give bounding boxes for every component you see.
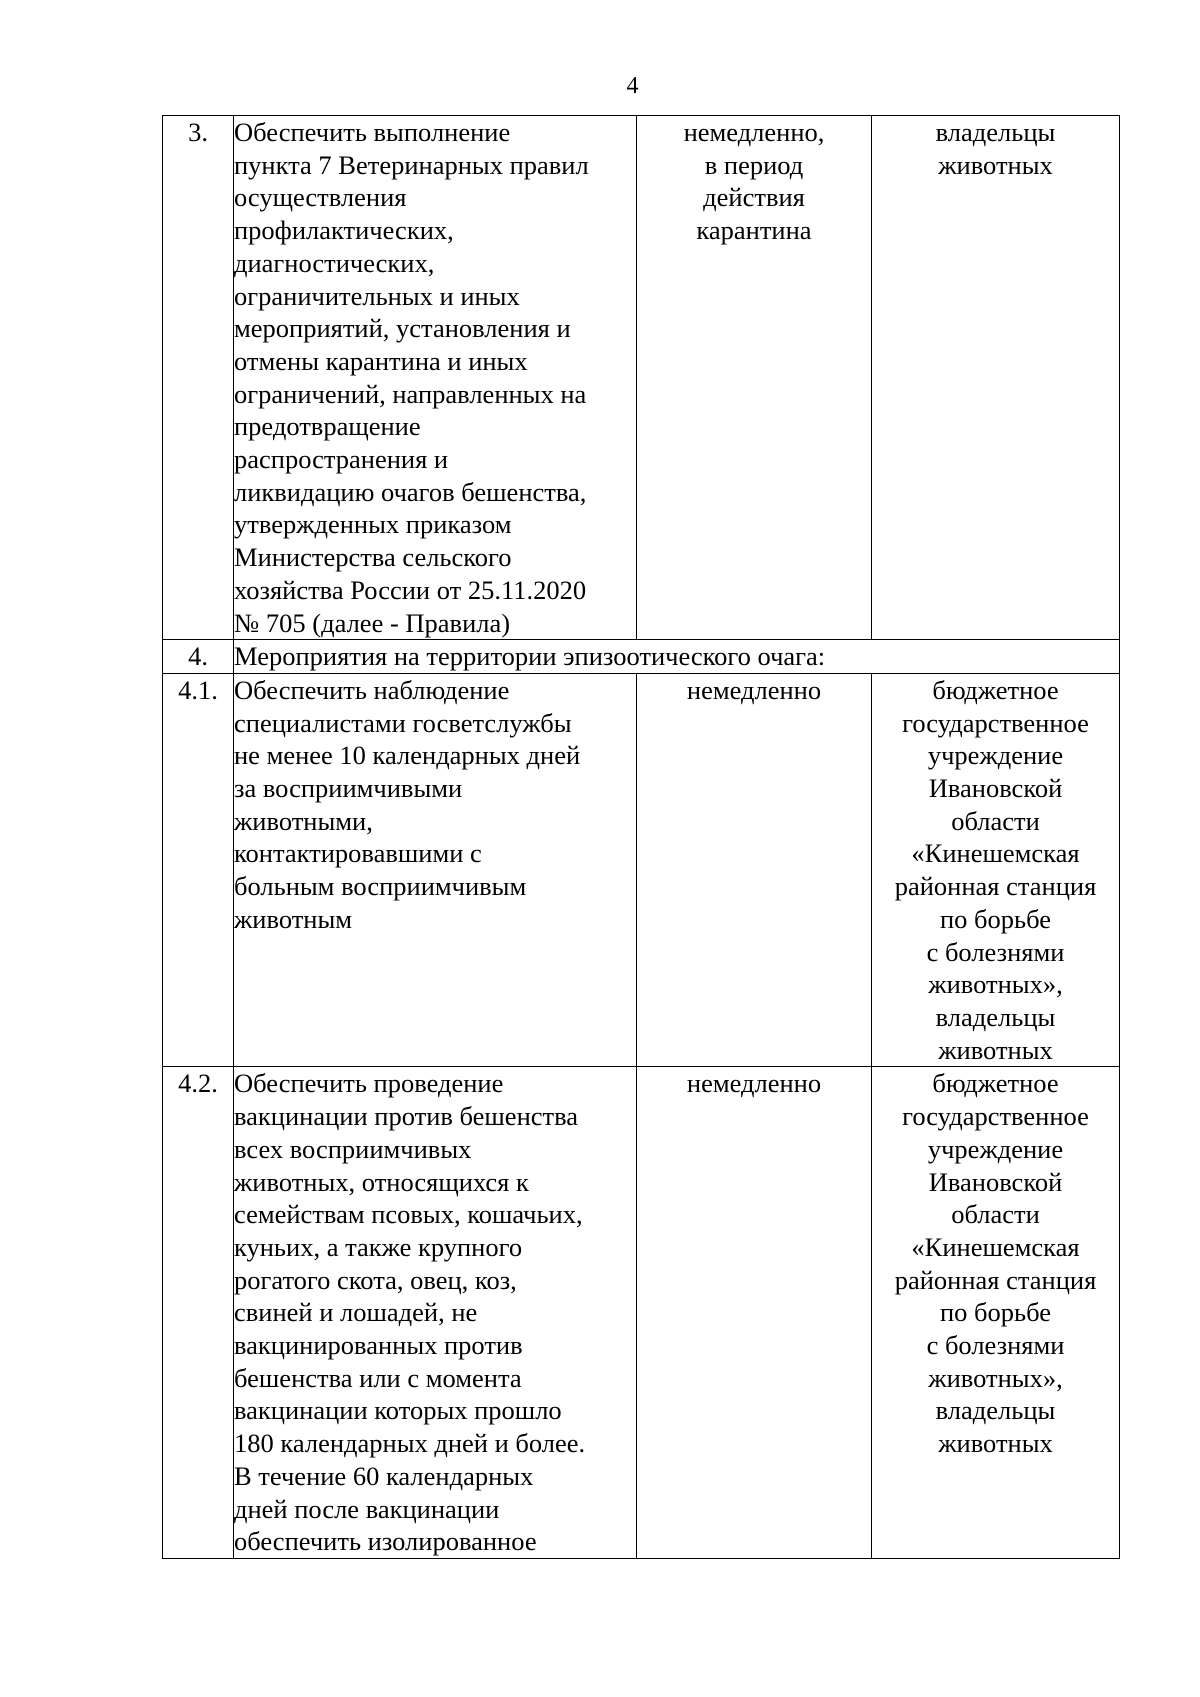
table-row xyxy=(163,116,1120,640)
responsible-cell: бюджетное государственное учреждение Ивановской области «Кинешемская районная станция по борьбе с болезнями животных», владельцы животных xyxy=(872,673,1120,1066)
table-row xyxy=(163,673,1120,1066)
responsible-cell: бюджетное государственное учреждение Ивановской области «Кинешемская районная станция по борьбе с болезнями животных», владельцы животных xyxy=(872,1067,1120,1559)
item-number: 3. xyxy=(163,116,234,640)
term-cell: немедленно xyxy=(637,1067,872,1559)
responsible-cell: владельцы животных xyxy=(872,116,1120,640)
action-cell: Обеспечить выполнение пункта 7 Ветеринарных правил осуществления профилактических, диагностических, ограничительных и иных мероприятий, установления и отмены карантина и иных ограничений, направленных на предотвращение распространения и ликвидацию очагов бешенства, утвержденных приказом Министерства сельского хозяйства России от 25.11.2020 № 705 (далее - Правила) xyxy=(234,116,637,640)
action-cell: Обеспечить проведение вакцинации против бешенства всех восприимчивых животных, относящихся к семействам псовых, кошачьих, куньих, а также крупного рогатого скота, овец, коз, свиней и лошадей, не вакцинированных против бешенства или с момента вакцинации которых прошло 180 календарных дней и более. В течение 60 календарных дней после вакцинации обеспечить изолированное xyxy=(234,1067,637,1559)
item-number: 4. xyxy=(163,640,234,674)
measures-table xyxy=(162,115,1120,1559)
page-number: 4 xyxy=(626,73,639,99)
table-row xyxy=(163,640,1120,674)
action-cell: Обеспечить наблюдение специалистами госветслужбы не менее 10 календарных дней за восприимчивыми животными, контактировавшими с больным восприимчивым животным xyxy=(234,673,637,1066)
table-row xyxy=(163,1067,1120,1559)
item-number: 4.1. xyxy=(163,673,234,1066)
item-number: 4.2. xyxy=(163,1067,234,1559)
section-heading: Мероприятия на территории эпизоотического очага: xyxy=(234,640,1120,674)
term-cell: немедленно, в период действия карантина xyxy=(637,116,872,640)
term-cell: немедленно xyxy=(637,673,872,1066)
